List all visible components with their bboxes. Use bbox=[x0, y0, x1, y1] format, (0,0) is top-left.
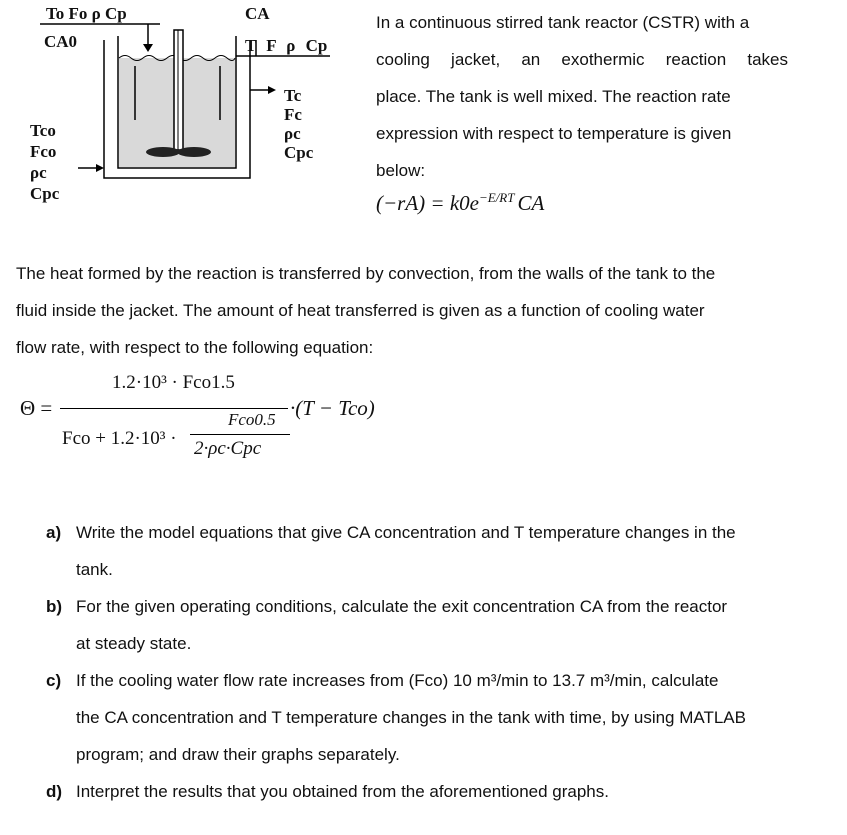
question-letter: a) bbox=[46, 523, 62, 542]
outlet-label: T F ρ Cp bbox=[245, 36, 328, 55]
jacket-in-label: ρc bbox=[30, 163, 47, 182]
jacket-in-label: Fco bbox=[30, 142, 57, 161]
heat-equation-denominator-left: Fco + 1.2·10³ · bbox=[62, 428, 177, 449]
question-line: If the cooling water flow rate increases from (Fco) 10 m³/min to 13.7 m³/min, calculate bbox=[76, 671, 719, 690]
heat-equation-theta: Θ = bbox=[20, 396, 53, 420]
rate-equation bbox=[376, 190, 544, 216]
heat-equation bbox=[0, 370, 847, 480]
question-letter: b) bbox=[46, 597, 63, 616]
heat-equation-tail: ·(T − Tco) bbox=[290, 396, 375, 420]
heat-equation-numerator: 1.2·10³ · Fco1.5 bbox=[112, 372, 235, 393]
intro-line: expression with respect to temperature is given bbox=[376, 124, 732, 143]
jacket-in-label: Cpc bbox=[30, 184, 60, 203]
heat-paragraph bbox=[16, 255, 816, 366]
question-line: tank. bbox=[76, 560, 113, 579]
question-list bbox=[46, 514, 836, 814]
question-line: the CA concentration and T temperature changes in the tank with time, by using MATLAB bbox=[76, 708, 746, 727]
question-text bbox=[76, 773, 836, 810]
exit-concentration-label: CA bbox=[245, 4, 270, 23]
inner-fraction-bar bbox=[190, 434, 290, 435]
heat-line: flow rate, with respect to the following equation: bbox=[16, 338, 374, 357]
question-text bbox=[76, 662, 836, 773]
heat-line: The heat formed by the reaction is transferred by convection, from the walls of the tank to the bbox=[16, 264, 716, 283]
intro-line: below: bbox=[376, 161, 426, 180]
jacket-out-label: Tc bbox=[284, 86, 302, 105]
heat-equation-inner-denominator: 2·ρc·Cpc bbox=[194, 438, 262, 459]
question-line: at steady state. bbox=[76, 634, 192, 653]
question-line: Interpret the results that you obtained from the aforementioned graphs. bbox=[76, 782, 609, 801]
jacket-out-label: ρc bbox=[284, 124, 301, 143]
question-text bbox=[76, 514, 836, 588]
question-line: program; and draw their graphs separately. bbox=[76, 745, 400, 764]
jacket-in-labels bbox=[30, 120, 59, 204]
intro-line: In a continuous stirred tank reactor (CSTR) with a bbox=[376, 13, 750, 32]
feed-concentration-label: CA0 bbox=[44, 32, 78, 51]
intro-line: place. The tank is well mixed. The reaction rate bbox=[376, 87, 731, 106]
rate-equation-tail: CA bbox=[517, 191, 545, 215]
jacket-out-label: Cpc bbox=[284, 143, 314, 162]
main-fraction-bar bbox=[60, 408, 288, 409]
feed-label: To Fo ρ Cp bbox=[46, 4, 127, 23]
question-text bbox=[76, 588, 836, 662]
intro-paragraph bbox=[376, 4, 788, 189]
question-letter: c) bbox=[46, 671, 62, 690]
cstr-diagram bbox=[0, 0, 370, 220]
heat-equation-inner-numerator: Fco0.5 bbox=[228, 410, 276, 429]
jacket-out-label: Fc bbox=[284, 105, 302, 124]
question-letter: d) bbox=[46, 782, 63, 801]
intro-line: cooling jacket, an exothermic reaction takes bbox=[376, 50, 788, 69]
question-line: Write the model equations that give CA concentration and T temperature changes in the bbox=[76, 523, 736, 542]
heat-line: fluid inside the jacket. The amount of heat transferred is given as a function of cooling water bbox=[16, 301, 705, 320]
jacket-in-label: Tco bbox=[30, 121, 56, 140]
rate-equation-exponent: −E/RT bbox=[478, 190, 515, 205]
jacket-out-labels bbox=[284, 86, 313, 162]
question-line: For the given operating conditions, calculate the exit concentration CA from the reactor bbox=[76, 597, 728, 616]
rate-equation-lhs: (−rA) = k0e bbox=[376, 191, 479, 215]
